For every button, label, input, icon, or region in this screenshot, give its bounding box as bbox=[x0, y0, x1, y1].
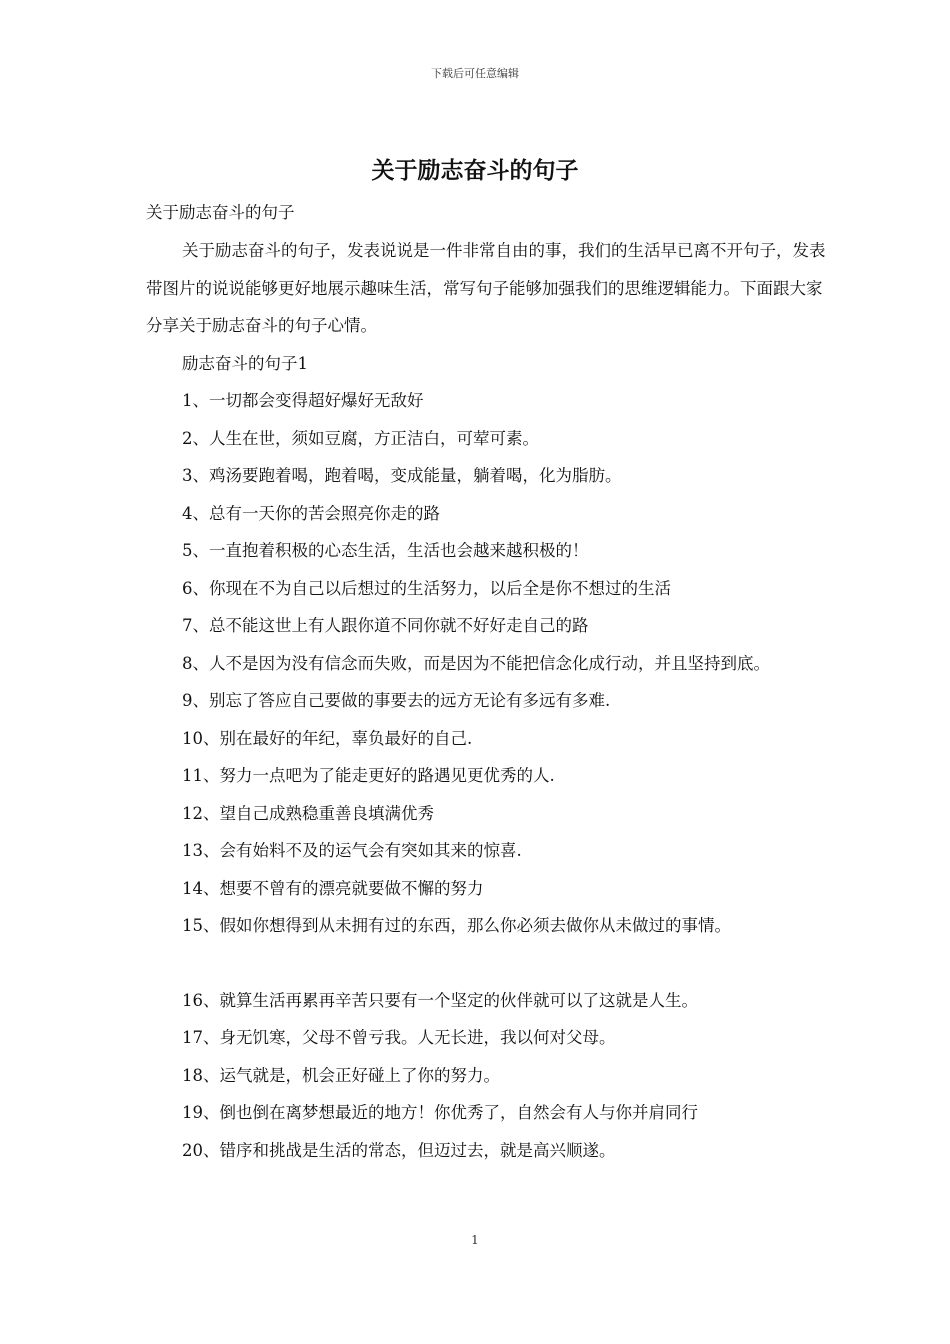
list-item: 15、假如你想得到从未拥有过的东西，那么你必须去做你从未做过的事情。 bbox=[182, 916, 731, 935]
list-item: 9、别忘了答应自己要做的事要去的远方无论有多远有多难. bbox=[182, 691, 611, 710]
intro-paragraph: 关于励志奋斗的句子，发表说说是一件非常自由的事，我们的生活早已离不开句子，发表带图片的说说能够更好地展示趣味生活，常写句子能够加强我们的思维逻辑能力。下面跟大家分享关于励志奋斗的句子心情。 bbox=[146, 241, 826, 335]
list-item: 4、总有一天你的苦会照亮你走的路 bbox=[182, 503, 440, 523]
quote-list bbox=[146, 382, 826, 1169]
list-item: 14、想要不曾有的漂亮就要做不懈的努力 bbox=[182, 878, 484, 898]
document-title: 关于励志奋斗的句子 bbox=[371, 158, 579, 184]
list-item: 16、就算生活再累再辛苦只要有一个坚定的伙伴就可以了这就是人生。 bbox=[182, 990, 698, 1010]
list-item: 8、人不是因为没有信念而失败，而是因为不能把信念化成行动，并且坚持到底。 bbox=[182, 653, 770, 673]
document-subtitle: 关于励志奋斗的句子 bbox=[146, 203, 295, 222]
list-item: 11、努力一点吧为了能走更好的路遇见更优秀的人. bbox=[182, 766, 555, 785]
section-heading: 励志奋斗的句子1 bbox=[182, 353, 308, 373]
list-item: 2、人生在世，须如豆腐，方正洁白，可荤可素。 bbox=[182, 428, 539, 448]
list-item: 12、望自己成熟稳重善良填满优秀 bbox=[182, 803, 434, 823]
list-item: 17、身无饥寒，父母不曾亏我。人无长进，我以何对父母。 bbox=[182, 1028, 616, 1047]
list-item: 5、一直抱着积极的心态生活，生活也会越来越积极的！ bbox=[182, 541, 589, 560]
list-item: 20、错序和挑战是生活的常态，但迈过去，就是高兴顺遂。 bbox=[182, 1140, 616, 1160]
list-item: 1、一切都会变得超好爆好无敌好 bbox=[182, 391, 424, 410]
list-item: 6、你现在不为自己以后想过的生活努力，以后全是你不想过的生活 bbox=[182, 578, 671, 598]
header-note: 下载后可任意编辑 bbox=[431, 67, 519, 80]
list-item: 10、别在最好的年纪，辜负最好的自己. bbox=[182, 728, 473, 748]
list-item: 7、总不能这世上有人跟你道不同你就不好好走自己的路 bbox=[182, 616, 589, 635]
page-number: 1 bbox=[471, 1233, 479, 1247]
list-item: 13、会有始料不及的运气会有突如其来的惊喜. bbox=[182, 841, 522, 860]
list-item: 18、运气就是，机会正好碰上了你的努力。 bbox=[182, 1065, 500, 1085]
list-item: 3、鸡汤要跑着喝，跑着喝，变成能量，躺着喝，化为脂肪。 bbox=[182, 466, 622, 485]
list-item: 19、倒也倒在离梦想最近的地方！你优秀了，自然会有人与你并肩同行 bbox=[182, 1103, 698, 1122]
document-body bbox=[146, 196, 826, 1169]
